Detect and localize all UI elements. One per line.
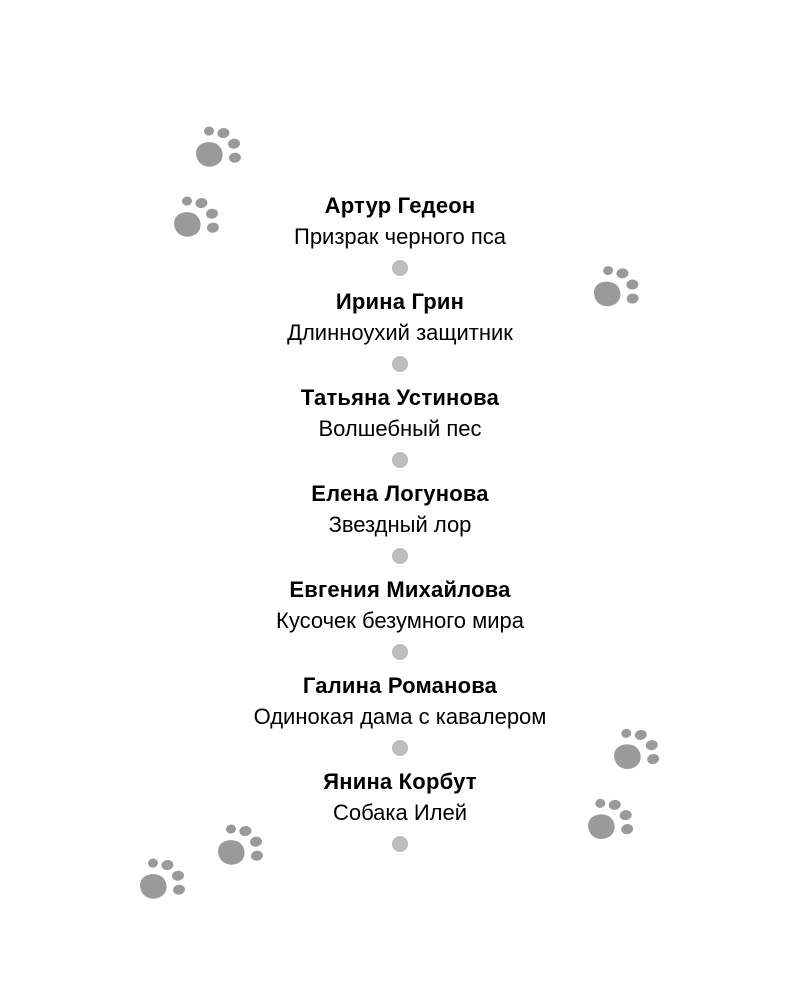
contents-entry [0, 670, 800, 732]
separator-dot [392, 740, 408, 756]
entry-title: Длинноухий защитник [287, 320, 513, 345]
entry-title: Волшебный пес [318, 416, 482, 441]
entry-title: Кусочек безумного мира [276, 608, 524, 633]
entry-author: Ирина Грин [335, 289, 465, 314]
entry-title: Собака Илей [332, 800, 468, 825]
entry-author: Евгения Михайлова [289, 577, 511, 602]
entry-author: Татьяна Устинова [300, 385, 500, 410]
entry-title: Одинокая дама с кавалером [253, 704, 547, 729]
contents-entry [0, 286, 800, 348]
contents-entry [0, 766, 800, 828]
entry-author: Артур Гедеон [324, 193, 476, 218]
contents-entry [0, 574, 800, 636]
contents-entry [0, 382, 800, 444]
paw-print-icon [184, 118, 252, 186]
entry-author: Елена Логунова [311, 481, 489, 506]
entry-title: Звездный лор [328, 512, 472, 537]
separator-dot [392, 548, 408, 564]
separator-dot [392, 452, 408, 468]
entry-title: Призрак черного пса [294, 224, 506, 249]
entry-author: Галина Романова [302, 673, 498, 698]
entry-author: Янина Корбут [323, 769, 477, 794]
contents-list [0, 190, 800, 862]
contents-entry [0, 190, 800, 252]
contents-entry [0, 478, 800, 540]
separator-dot [392, 356, 408, 372]
separator-dot [392, 260, 408, 276]
separator-dot [392, 644, 408, 660]
separator-dot [392, 836, 408, 852]
